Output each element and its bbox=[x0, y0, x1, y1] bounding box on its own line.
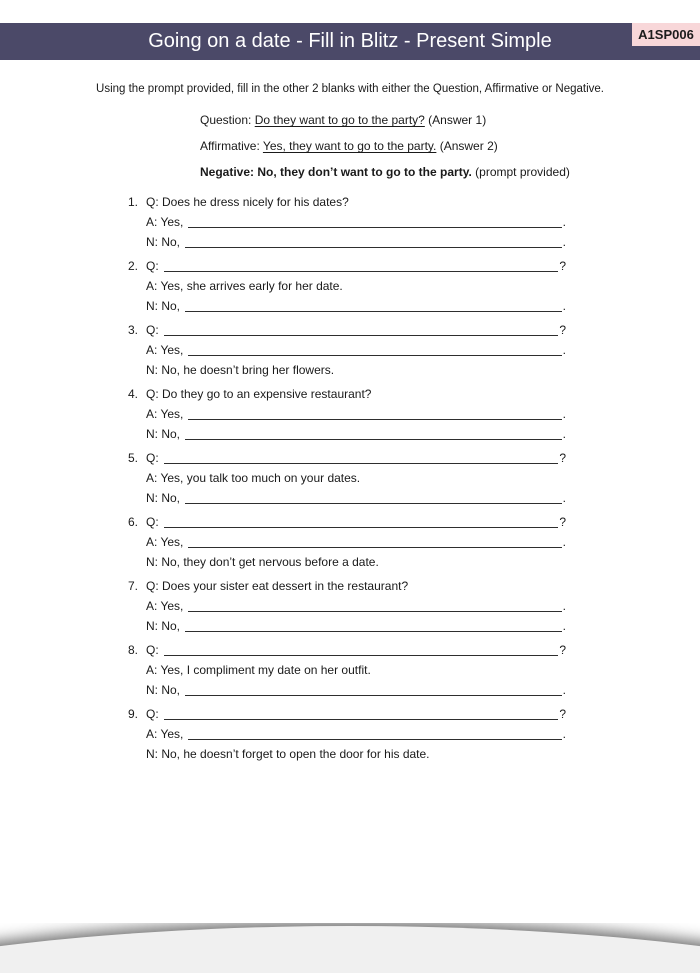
worksheet-code: A1SP006 bbox=[638, 27, 694, 42]
blank-line bbox=[164, 320, 559, 336]
affirmative-line bbox=[146, 532, 566, 552]
line-punct: . bbox=[562, 683, 566, 697]
line-text: N: No, bbox=[146, 427, 181, 441]
item-number: 3. bbox=[128, 323, 139, 337]
item-lines bbox=[146, 448, 566, 508]
example-negative-row bbox=[200, 166, 700, 179]
line-text: A: Yes, bbox=[146, 727, 184, 741]
line-punct: . bbox=[562, 427, 566, 441]
item-lines bbox=[146, 576, 566, 636]
line-punct: . bbox=[562, 299, 566, 313]
line-punct: ? bbox=[559, 515, 566, 529]
line-text: Q: Does he dress nicely for his dates? bbox=[146, 195, 349, 209]
blank-line bbox=[188, 532, 561, 548]
line-text: Q: Do they go to an expensive restaurant? bbox=[146, 387, 372, 401]
line-punct: . bbox=[562, 491, 566, 505]
example-sentence: Do they want to go to the party? bbox=[254, 113, 425, 127]
affirmative-line bbox=[146, 468, 566, 488]
line-text: Q: bbox=[146, 451, 159, 465]
line-punct: ? bbox=[559, 707, 566, 721]
question-line bbox=[146, 448, 566, 468]
item-number: 6. bbox=[128, 515, 139, 529]
blank-line bbox=[164, 512, 559, 528]
example-affirmative-row bbox=[200, 140, 700, 153]
line-text: N: No, bbox=[146, 683, 181, 697]
line-punct: . bbox=[562, 727, 566, 741]
line-text: Q: bbox=[146, 707, 159, 721]
line-punct: . bbox=[562, 599, 566, 613]
worksheet-code-badge bbox=[632, 23, 700, 46]
negative-line bbox=[146, 488, 566, 508]
exercise-item bbox=[128, 256, 700, 316]
blank-line bbox=[188, 212, 561, 228]
line-text: Q: Does your sister eat dessert in the restaurant? bbox=[146, 579, 409, 593]
blank-line bbox=[185, 296, 562, 312]
negative-line bbox=[146, 296, 566, 316]
example-label: Affirmative: bbox=[200, 139, 260, 153]
line-punct: . bbox=[562, 215, 566, 229]
item-lines bbox=[146, 384, 566, 444]
question-line bbox=[146, 320, 566, 340]
affirmative-line bbox=[146, 404, 566, 424]
line-punct: . bbox=[562, 235, 566, 249]
line-text: Q: bbox=[146, 259, 159, 273]
line-text: N: No, bbox=[146, 299, 181, 313]
example-note: (Answer 1) bbox=[428, 113, 487, 127]
exercise-item bbox=[128, 512, 700, 572]
line-text: N: No, bbox=[146, 491, 181, 505]
blank-line bbox=[185, 616, 562, 632]
item-number: 8. bbox=[128, 643, 139, 657]
negative-line bbox=[146, 424, 566, 444]
question-line bbox=[146, 512, 566, 532]
negative-line bbox=[146, 744, 566, 764]
item-lines bbox=[146, 320, 566, 380]
negative-line bbox=[146, 552, 566, 572]
example-question-row bbox=[200, 114, 700, 127]
item-lines bbox=[146, 192, 566, 252]
line-text: A: Yes, bbox=[146, 599, 184, 613]
line-text: A: Yes, bbox=[146, 343, 184, 357]
negative-line bbox=[146, 616, 566, 636]
affirmative-line bbox=[146, 276, 566, 296]
question-line bbox=[146, 704, 566, 724]
blank-line bbox=[164, 448, 559, 464]
line-punct: . bbox=[562, 535, 566, 549]
blank-line bbox=[164, 256, 559, 272]
line-text: A: Yes, bbox=[146, 407, 184, 421]
item-lines bbox=[146, 640, 566, 700]
item-lines bbox=[146, 704, 566, 764]
blank-line bbox=[164, 640, 559, 656]
line-text: N: No, bbox=[146, 619, 181, 633]
example-block bbox=[200, 114, 700, 179]
page-title: Going on a date - Fill in Blitz - Present Simple bbox=[148, 30, 552, 52]
item-number: 5. bbox=[128, 451, 139, 465]
line-punct: ? bbox=[559, 451, 566, 465]
line-punct: . bbox=[562, 407, 566, 421]
instruction-text: Using the prompt provided, fill in the other 2 blanks with either the Question, Affirmative or Negative. bbox=[96, 83, 604, 95]
line-text: N: No, he doesn’t bring her flowers. bbox=[146, 363, 335, 377]
line-text: A: Yes, bbox=[146, 215, 184, 229]
example-note: (Answer 2) bbox=[439, 139, 498, 153]
line-text: N: No, he doesn’t forget to open the door for his date. bbox=[146, 747, 430, 761]
line-punct: ? bbox=[559, 323, 566, 337]
exercise-item bbox=[128, 384, 700, 444]
line-text: N: No, they don’t get nervous before a date. bbox=[146, 555, 379, 569]
blank-line bbox=[188, 340, 561, 356]
line-text: A: Yes, I compliment my date on her outfit. bbox=[146, 663, 371, 677]
line-text: A: Yes, bbox=[146, 535, 184, 549]
example-note: (prompt provided) bbox=[475, 165, 570, 179]
item-number: 2. bbox=[128, 259, 139, 273]
line-text: N: No, bbox=[146, 235, 181, 249]
negative-line bbox=[146, 232, 566, 252]
blank-line bbox=[185, 424, 562, 440]
affirmative-line bbox=[146, 212, 566, 232]
line-text: Q: bbox=[146, 515, 159, 529]
blank-line bbox=[185, 232, 562, 248]
worksheet-page bbox=[0, 23, 700, 973]
line-text: Q: bbox=[146, 323, 159, 337]
page-curl-shadow bbox=[0, 923, 700, 973]
question-line bbox=[146, 640, 566, 660]
line-punct: . bbox=[562, 343, 566, 357]
line-text: A: Yes, you talk too much on your dates. bbox=[146, 471, 361, 485]
affirmative-line bbox=[146, 596, 566, 616]
item-number: 7. bbox=[128, 579, 139, 593]
blank-line bbox=[188, 404, 561, 420]
example-label: Negative: bbox=[200, 165, 255, 179]
example-label: Question: bbox=[200, 113, 252, 127]
exercise-item bbox=[128, 576, 700, 636]
item-number: 1. bbox=[128, 195, 139, 209]
blank-line bbox=[164, 704, 559, 720]
question-line bbox=[146, 384, 566, 404]
exercise-item bbox=[128, 640, 700, 700]
question-line bbox=[146, 256, 566, 276]
example-sentence: No, they don’t want to go to the party. bbox=[257, 165, 472, 179]
exercise-item bbox=[128, 192, 700, 252]
negative-line bbox=[146, 360, 566, 380]
line-text: Q: bbox=[146, 643, 159, 657]
affirmative-line bbox=[146, 724, 566, 744]
exercise-item bbox=[128, 448, 700, 508]
blank-line bbox=[185, 680, 562, 696]
item-number: 4. bbox=[128, 387, 139, 401]
affirmative-line bbox=[146, 340, 566, 360]
item-number: 9. bbox=[128, 707, 139, 721]
line-text: A: Yes, she arrives early for her date. bbox=[146, 279, 343, 293]
affirmative-line bbox=[146, 660, 566, 680]
exercise-item bbox=[128, 320, 700, 380]
exercise-item bbox=[128, 704, 700, 764]
blank-line bbox=[188, 596, 561, 612]
title-bar bbox=[0, 23, 700, 60]
item-lines bbox=[146, 512, 566, 572]
question-line bbox=[146, 576, 566, 596]
question-line bbox=[146, 192, 566, 212]
line-punct: ? bbox=[559, 259, 566, 273]
line-punct: ? bbox=[559, 643, 566, 657]
blank-line bbox=[185, 488, 562, 504]
line-punct: . bbox=[562, 619, 566, 633]
blank-line bbox=[188, 724, 561, 740]
item-lines bbox=[146, 256, 566, 316]
negative-line bbox=[146, 680, 566, 700]
example-sentence: Yes, they want to go to the party. bbox=[262, 139, 437, 153]
exercise-list bbox=[128, 192, 700, 764]
